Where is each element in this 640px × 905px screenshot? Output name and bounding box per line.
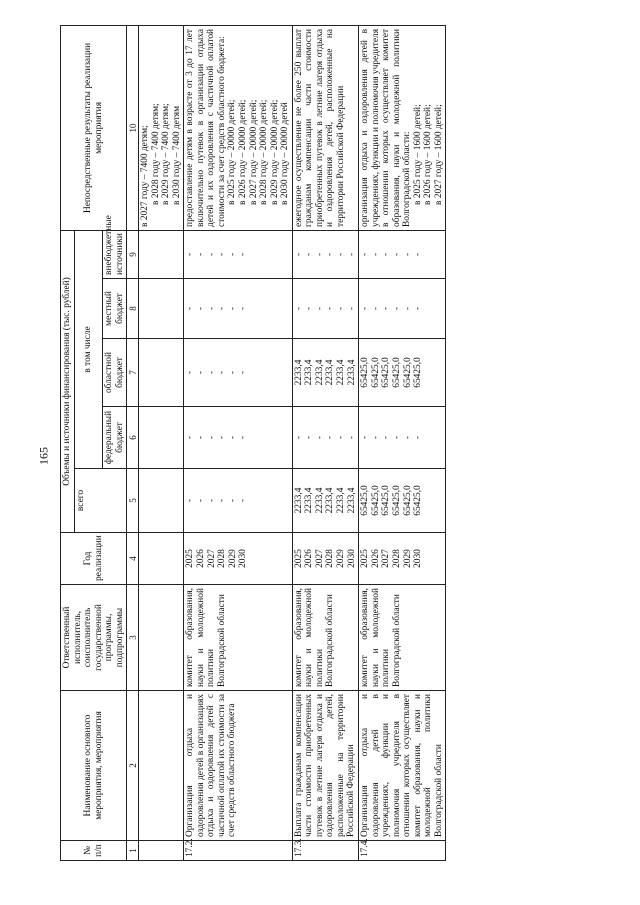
- extrabudgetary-amounts-value: -: [195, 252, 206, 257]
- year-list-value: 2025: [293, 549, 304, 568]
- extrabudgetary-amounts-value: -: [370, 252, 381, 257]
- year-list-value: 2029: [336, 549, 346, 568]
- row-number: [139, 841, 184, 861]
- federal-amounts-value: -: [381, 435, 392, 440]
- local-amounts-value: -: [227, 306, 238, 311]
- page-number: 165: [36, 447, 51, 465]
- total-amounts-value: 2233,4: [314, 487, 325, 514]
- regional-amounts-value: 2233,4: [346, 359, 357, 386]
- extrabudgetary-amounts-value: -: [304, 252, 315, 257]
- year-list-value: 2027: [314, 549, 325, 568]
- column-number: 4: [127, 533, 139, 585]
- regional-amounts-value: 2233,4: [336, 359, 346, 386]
- regional-amounts-value: 65425,0: [381, 357, 392, 388]
- extrabudgetary-amounts-value: -: [336, 252, 346, 257]
- result-line: в 2025 году – 20000 детей;: [227, 99, 238, 205]
- local-amounts-value: -: [304, 306, 315, 311]
- extrabudgetary-amounts-value: -: [346, 252, 357, 257]
- column-number: 8: [127, 279, 139, 339]
- local-amounts-value: -: [314, 306, 325, 311]
- federal-amounts: [184, 407, 292, 469]
- extrabudgetary-amounts-value: -: [413, 252, 424, 257]
- column-numbers-row: [127, 25, 139, 860]
- table-row: [139, 25, 184, 860]
- row-number: 17.3.: [292, 841, 359, 861]
- regional-amounts-value: -: [185, 370, 196, 375]
- total-amounts-value: 2233,4: [304, 487, 315, 514]
- regional-amounts-value: 65425,0: [370, 357, 381, 388]
- regional-amounts-value: -: [206, 370, 217, 375]
- federal-amounts-value: -: [217, 435, 228, 440]
- federal-amounts-value: -: [206, 435, 217, 440]
- column-number: 6: [127, 407, 139, 469]
- regional-amounts-value: 2233,4: [314, 359, 325, 386]
- federal-amounts: [292, 407, 359, 469]
- regional-amounts-value: 2233,4: [293, 359, 304, 386]
- year-list-value: 2026: [195, 549, 206, 568]
- year-list: [292, 533, 359, 585]
- total-amounts-value: -: [185, 498, 196, 503]
- total-amounts-value: 2233,4: [293, 487, 304, 514]
- total-amounts: [359, 469, 446, 533]
- result-line: в 2028 году – 20000 детей;: [259, 99, 270, 205]
- regional-amounts-value: 2233,4: [325, 359, 336, 386]
- extrabudgetary-amounts-value: -: [391, 252, 402, 257]
- column-number: 1: [127, 841, 139, 861]
- federal-amounts: [139, 407, 184, 469]
- total-amounts-value: 2233,4: [325, 487, 336, 514]
- column-number: 5: [127, 469, 139, 533]
- year-list-value: 2028: [325, 549, 336, 568]
- result-text: [359, 25, 446, 230]
- result-text: [139, 25, 184, 230]
- local-amounts: [184, 279, 292, 339]
- activity-name: Организация отдыха и оздоровления детей в организациях отдыха и оздоровления детей с частичной оплатой их стоимости за счет средств областного бюджета: [184, 691, 292, 841]
- extrabudgetary-amounts-value: -: [206, 252, 217, 257]
- program-activities-table: [60, 25, 446, 861]
- result-line: в 2025 году – 1600 детей;: [412, 104, 423, 205]
- header-local: местный бюджет: [103, 279, 127, 339]
- total-amounts-value: 65425,0: [370, 485, 381, 516]
- federal-amounts-value: -: [238, 435, 249, 440]
- total-amounts-value: -: [238, 498, 249, 503]
- header-federal: федеральный бюджет: [103, 407, 127, 469]
- result-line: ежегодное осуществление не более 250 выплат гражданам компенсации части стоимости приобретенных путевок в летние лагеря отдыха и оздоровления детей, расположенные на территории Российской Федерации: [293, 28, 346, 227]
- local-amounts-value: -: [381, 306, 392, 311]
- extrabudgetary-amounts-value: -: [314, 252, 325, 257]
- local-amounts-value: -: [185, 306, 196, 311]
- column-number: 2: [127, 691, 139, 841]
- result-line: в 2030 году – 20000 детей: [280, 102, 291, 205]
- local-amounts-value: -: [336, 306, 346, 311]
- total-amounts: [292, 469, 359, 533]
- federal-amounts-value: -: [360, 435, 371, 440]
- result-line: организация отдыха и оздоровления детей в учреждениях, функции и полномочия учредителя в отношении которых осуществляет комитет образования, науки и молодежной политики Волгоградской области:: [360, 28, 413, 227]
- year-list-value: 2029: [402, 549, 413, 568]
- regional-amounts-value: -: [195, 370, 206, 375]
- year-list-value: 2025: [360, 549, 371, 568]
- header-responsible: Ответственный исполнитель, соисполнитель государственной программы, подпрограммы: [61, 585, 127, 691]
- local-amounts-value: -: [346, 306, 357, 311]
- result-line: в 2030 году – 7400 детям: [171, 105, 182, 205]
- local-amounts-value: -: [413, 306, 424, 311]
- column-number: 3: [127, 585, 139, 691]
- total-amounts-value: -: [227, 498, 238, 503]
- responsible-executor: комитет образования, науки и молодежной политики Волгоградской области: [359, 585, 446, 691]
- local-amounts-value: -: [195, 306, 206, 311]
- table-row: [184, 25, 292, 860]
- header-name: Наименование основного мероприятия, мероприятия: [61, 691, 127, 841]
- regional-amounts-value: 2233,4: [304, 359, 315, 386]
- total-amounts-value: -: [206, 498, 217, 503]
- local-amounts-value: -: [293, 306, 304, 311]
- column-number: 10: [127, 25, 139, 230]
- federal-amounts-value: -: [293, 435, 304, 440]
- local-amounts: [292, 279, 359, 339]
- local-amounts-value: -: [391, 306, 402, 311]
- extrabudgetary-amounts-value: -: [217, 252, 228, 257]
- year-list: [139, 533, 184, 585]
- row-number: 17.4.: [359, 841, 446, 861]
- total-amounts-value: 65425,0: [413, 485, 424, 516]
- extrabudgetary-amounts-value: -: [402, 252, 413, 257]
- year-list-value: 2028: [391, 549, 402, 568]
- regional-amounts-value: -: [217, 370, 228, 375]
- federal-amounts-value: -: [325, 435, 336, 440]
- regional-amounts-value: 65425,0: [402, 357, 413, 388]
- extrabudgetary-amounts: [139, 230, 184, 278]
- year-list-value: 2028: [217, 549, 228, 568]
- responsible-executor: комитет образования, науки и молодежной политики Волгоградской области: [184, 585, 292, 691]
- header-extrabudgetary: внебюджетные источники: [103, 230, 127, 278]
- federal-amounts-value: -: [391, 435, 402, 440]
- result-line: в 2027 году – 7400 детям;: [140, 125, 151, 227]
- result-line: в 2027 году – 20000 детей;: [248, 99, 259, 205]
- responsible-executor: [139, 585, 184, 691]
- federal-amounts-value: -: [402, 435, 413, 440]
- federal-amounts-value: -: [227, 435, 238, 440]
- extrabudgetary-amounts-value: -: [227, 252, 238, 257]
- extrabudgetary-amounts-value: -: [360, 252, 371, 257]
- local-amounts: [139, 279, 184, 339]
- extrabudgetary-amounts-value: -: [381, 252, 392, 257]
- local-amounts-value: -: [402, 306, 413, 311]
- federal-amounts: [359, 407, 446, 469]
- extrabudgetary-amounts-value: -: [185, 252, 196, 257]
- table-row: [359, 25, 446, 860]
- header-year: Год реализации: [61, 533, 127, 585]
- year-list-value: 2030: [238, 549, 249, 568]
- regional-amounts-value: 65425,0: [413, 357, 424, 388]
- total-amounts-value: 2233,4: [336, 487, 346, 514]
- year-list-value: 2026: [304, 549, 315, 568]
- extrabudgetary-amounts-value: -: [293, 252, 304, 257]
- result-line: в 2029 году – 7400 детям;: [161, 103, 172, 205]
- year-list: [184, 533, 292, 585]
- local-amounts-value: -: [206, 306, 217, 311]
- total-amounts-value: -: [195, 498, 206, 503]
- regional-amounts-value: 65425,0: [360, 357, 371, 388]
- federal-amounts-value: -: [336, 435, 346, 440]
- extrabudgetary-amounts-value: -: [238, 252, 249, 257]
- year-list-value: 2030: [346, 549, 357, 568]
- result-line: в 2029 году – 20000 детей;: [269, 99, 280, 205]
- federal-amounts-value: -: [370, 435, 381, 440]
- year-list-value: 2027: [206, 549, 217, 568]
- result-line: в 2026 году – 20000 детей;: [237, 99, 248, 205]
- extrabudgetary-amounts: [184, 230, 292, 278]
- extrabudgetary-amounts: [292, 230, 359, 278]
- federal-amounts-value: -: [304, 435, 315, 440]
- year-list-value: 2026: [370, 549, 381, 568]
- header-regional: областной бюджет: [103, 339, 127, 407]
- result-text: [292, 25, 359, 230]
- regional-amounts-value: -: [238, 370, 249, 375]
- total-amounts-value: 65425,0: [381, 485, 392, 516]
- header-num: № п/п: [61, 841, 127, 861]
- extrabudgetary-amounts: [359, 230, 446, 278]
- activity-name: [139, 691, 184, 841]
- year-list-value: 2029: [227, 549, 238, 568]
- column-number: 7: [127, 339, 139, 407]
- activity-name: Выплата гражданам компенсации части стоимости приобретенных путевок в летние лагеря отдыха и оздоровления детей, расположенные на территории Российской Федерации: [292, 691, 359, 841]
- regional-amounts: [359, 339, 446, 407]
- rotated-page: [60, 26, 620, 861]
- activity-name: Организация отдыха и оздоровления детей в учреждениях, функции и полномочия учредителя в отношении которых осуществляет комитет образования, науки и молодежной политики Волгоградской области: [359, 691, 446, 841]
- result-line: в 2028 году – 7400 детям;: [150, 103, 161, 205]
- total-amounts: [139, 469, 184, 533]
- local-amounts-value: -: [238, 306, 249, 311]
- local-amounts-value: -: [370, 306, 381, 311]
- year-list-value: 2025: [185, 549, 196, 568]
- federal-amounts-value: -: [195, 435, 206, 440]
- total-amounts-value: -: [217, 498, 228, 503]
- header-result: Непосредственные результаты реализации мероприятия: [61, 25, 127, 230]
- year-list-value: 2030: [413, 549, 424, 568]
- table-row: [292, 25, 359, 860]
- local-amounts-value: -: [325, 306, 336, 311]
- regional-amounts-value: -: [227, 370, 238, 375]
- regional-amounts: [139, 339, 184, 407]
- local-amounts-value: -: [217, 306, 228, 311]
- column-number: 9: [127, 230, 139, 278]
- header-financing: Объемы и источники финансирования (тыс. рублей): [61, 230, 75, 532]
- result-text: [184, 25, 292, 230]
- federal-amounts-value: -: [185, 435, 196, 440]
- header-including: в том числе: [74, 230, 103, 468]
- federal-amounts-value: -: [346, 435, 357, 440]
- regional-amounts: [184, 339, 292, 407]
- federal-amounts-value: -: [413, 435, 424, 440]
- extrabudgetary-amounts-value: -: [325, 252, 336, 257]
- local-amounts: [359, 279, 446, 339]
- result-line: в 2027 году – 1600 детей;: [433, 104, 444, 205]
- row-number: 17.2.: [184, 841, 292, 861]
- total-amounts: [184, 469, 292, 533]
- year-list-value: 2027: [381, 549, 392, 568]
- regional-amounts: [292, 339, 359, 407]
- local-amounts-value: -: [360, 306, 371, 311]
- result-line: предоставление детям в возрасте от 3 до 17 лет включительно путевок в организации отдыха детей и их оздоровления с частичной оплатой стоимости за счет средств областного бюджета:: [185, 28, 227, 227]
- responsible-executor: комитет образования, науки и молодежной политики Волгоградской области: [292, 585, 359, 691]
- total-amounts-value: 65425,0: [360, 485, 371, 516]
- total-amounts-value: 65425,0: [402, 485, 413, 516]
- year-list: [359, 533, 446, 585]
- total-amounts-value: 65425,0: [391, 485, 402, 516]
- total-amounts-value: 2233,4: [346, 487, 357, 514]
- header-total: всего: [74, 469, 127, 533]
- regional-amounts-value: 65425,0: [391, 357, 402, 388]
- federal-amounts-value: -: [314, 435, 325, 440]
- result-line: в 2026 году – 1600 детей;: [423, 104, 434, 205]
